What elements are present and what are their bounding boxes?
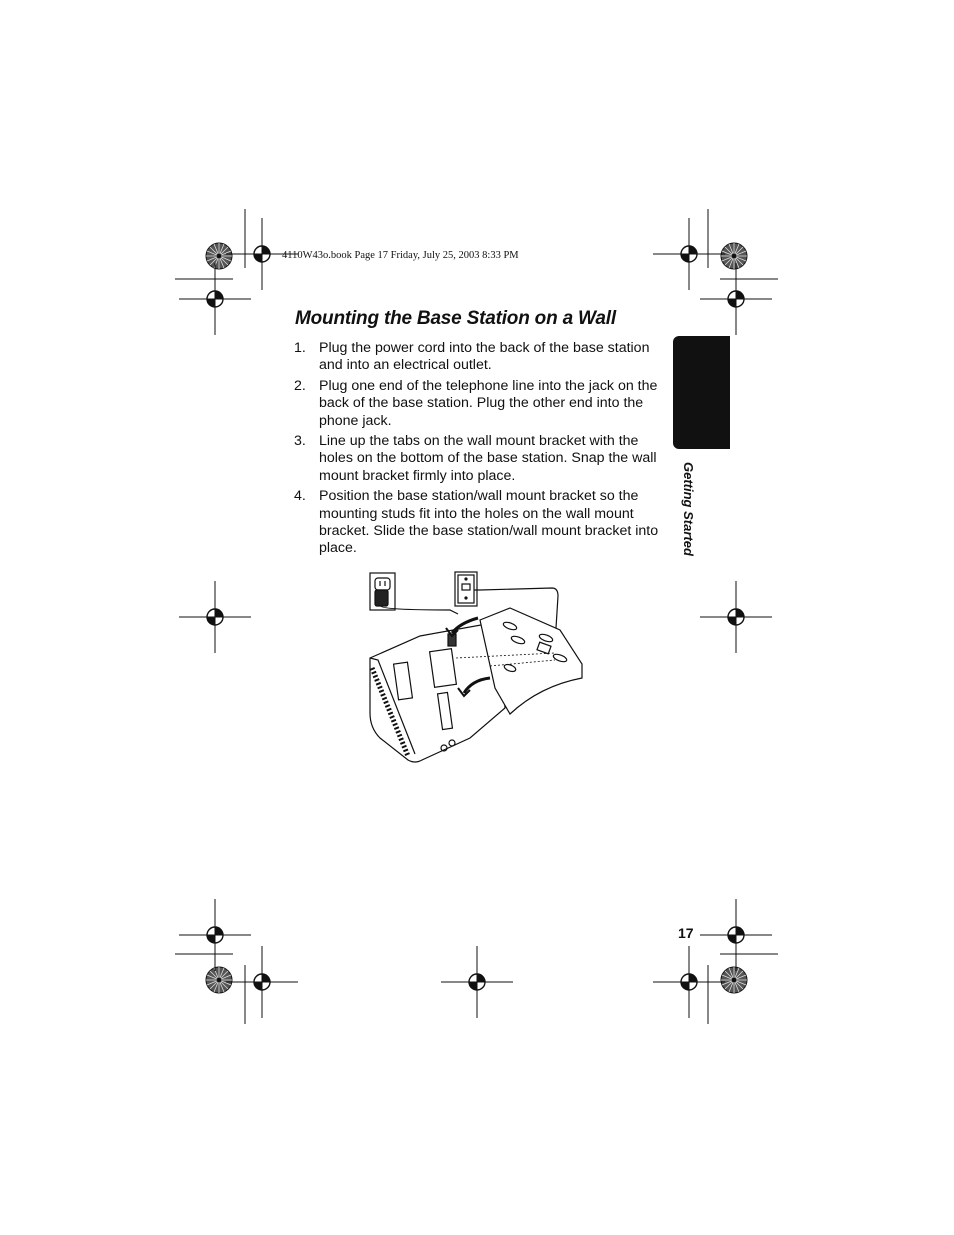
step-text: Position the base station/wall mount bracket so the mounting studs fit into the holes on the wall mount bracket. Slide the base station/wall mount bracket into place. — [319, 488, 659, 557]
step-item — [294, 433, 660, 485]
step-item — [294, 378, 660, 430]
step-text: Plug one end of the telephone line into the jack on the back of the base station. Plug the other end into the phone jack. — [319, 377, 658, 429]
wall-mount-illustration — [360, 568, 600, 773]
step-text: Plug the power cord into the back of the base station and into an electrical outlet. — [319, 340, 650, 374]
step-text: Line up the tabs on the wall mount bracket with the holes on the bottom of the base station. Snap the wall mount bracket firmly into place. — [319, 433, 657, 484]
step-item — [294, 488, 660, 558]
page-number: 17 — [678, 925, 694, 941]
step-number: 1. — [294, 340, 306, 356]
section-tab-marker — [673, 336, 730, 449]
step-item — [294, 340, 660, 375]
instruction-steps — [294, 340, 660, 561]
print-header-info: 4110W43o.book Page 17 Friday, July 25, 2003 8:33 PM — [282, 250, 519, 261]
step-number: 2. — [294, 377, 306, 394]
section-title: Mounting the Base Station on a Wall — [295, 308, 616, 329]
step-number: 3. — [294, 433, 306, 450]
section-side-label: Getting Started — [681, 462, 696, 556]
step-number: 4. — [294, 488, 306, 505]
